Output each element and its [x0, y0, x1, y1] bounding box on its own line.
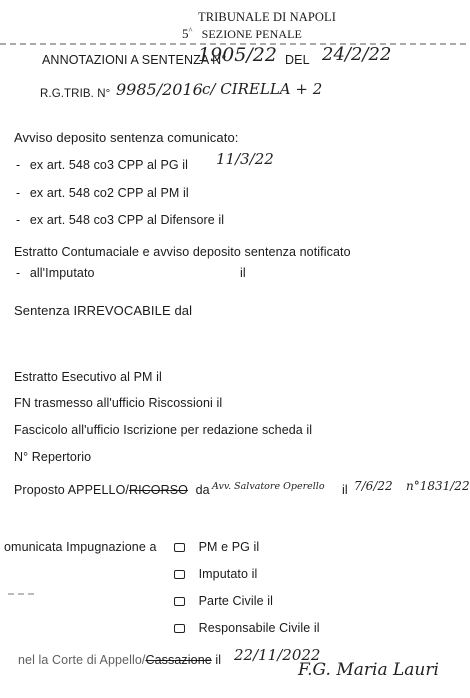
avviso-dash-1: - [16, 158, 21, 172]
checkbox-icon[interactable] [174, 597, 185, 606]
footer-prefix: nel la Corte di Appello/ [18, 653, 146, 667]
section-superscript: ^ [188, 26, 193, 35]
impugnazione-label: omunicata Impugnazione a [4, 540, 157, 554]
option-label-pm-pg: PM e PG il [198, 540, 260, 554]
footer-line [18, 653, 221, 667]
annotation-label: ANNOTAZIONI A SENTENZA N° [42, 53, 227, 67]
avviso-dash-3: - [16, 213, 21, 227]
option-label-parte-civile: Parte Civile il [198, 594, 274, 608]
footer-date: 22/11/2022 [234, 646, 321, 664]
avviso-title: Avviso deposito sentenza comunicato: [14, 130, 239, 145]
avviso-text-2: ex art. 548 co2 CPP al PM il [29, 186, 189, 200]
appello-da: da [195, 483, 210, 497]
appello-num: n°1831/22 [406, 479, 470, 493]
rg-label: R.G.TRIB. N° [40, 88, 111, 100]
court-name: TRIBUNALE DI NAPOLI [198, 10, 336, 24]
appello-il: il [342, 483, 348, 497]
impugnazione-option-responsabile-civile [174, 621, 320, 635]
footer-il: il [215, 653, 222, 667]
appello-date: 7/6/22 [354, 479, 393, 493]
annotation-number: 1905/22 [198, 44, 277, 66]
avviso-value-1: 11/3/22 [216, 150, 274, 168]
estratto-dash: - [16, 266, 21, 280]
impugnazione-option-pm-pg [174, 540, 259, 554]
appello-difensore: Avv. Salvatore Operello [212, 481, 325, 492]
fn-riscossioni-line: FN trasmesso all'ufficio Riscossioni il [14, 396, 223, 410]
scan-marks [8, 588, 68, 608]
fascicolo-iscrizione-line: Fascicolo all'ufficio Iscrizione per redazione scheda il [14, 423, 313, 437]
avviso-text-3: ex art. 548 co3 CPP al Difensore il [29, 213, 225, 227]
signature: F.G. Maria Lauri [298, 660, 439, 680]
annotation-del-label: DEL [285, 53, 310, 67]
checkbox-icon[interactable] [174, 543, 185, 552]
estratto-esecutivo-line: Estratto Esecutivo al PM il [14, 370, 162, 384]
appello-ricorso-struck: RICORSO [128, 483, 189, 497]
avviso-item-1 [16, 158, 188, 172]
impugnazione-option-parte-civile [174, 594, 273, 608]
section-label: SEZIONE PENALE [201, 27, 302, 41]
checkbox-icon[interactable] [174, 624, 185, 633]
appello-label: Proposto APPELLO/ [14, 483, 129, 497]
annotation-date: 24/2/22 [322, 44, 392, 65]
option-label-responsabile-civile: Responsabile Civile il [198, 621, 320, 635]
estratto-contumaciale-item [16, 266, 95, 280]
estratto-il: il [240, 266, 246, 280]
repertorio-line: N° Repertorio [14, 450, 92, 464]
avviso-text-1: ex art. 548 co3 CPP al PG il [29, 158, 189, 172]
rg-number: 9985/2016 [116, 80, 203, 99]
avviso-item-2 [16, 186, 189, 200]
checkbox-icon[interactable] [174, 570, 185, 579]
estratto-contumaciale-title: Estratto Contumaciale e avviso deposito sentenza notificato [14, 245, 351, 259]
footer-cassazione-struck: Cassazione [145, 653, 212, 667]
avviso-dash-2: - [16, 186, 21, 200]
irrevocabile-label: Sentenza IRREVOCABILE dal [14, 303, 193, 318]
appello-line [14, 483, 210, 497]
impugnazione-option-imputato [174, 567, 257, 581]
section-number: 5 [182, 26, 189, 41]
avviso-item-3 [16, 213, 224, 227]
rg-party: c/ CIRELLA + 2 [202, 80, 323, 98]
estratto-imputato: all'Imputato [29, 266, 95, 280]
option-label-imputato: Imputato il [198, 567, 258, 581]
